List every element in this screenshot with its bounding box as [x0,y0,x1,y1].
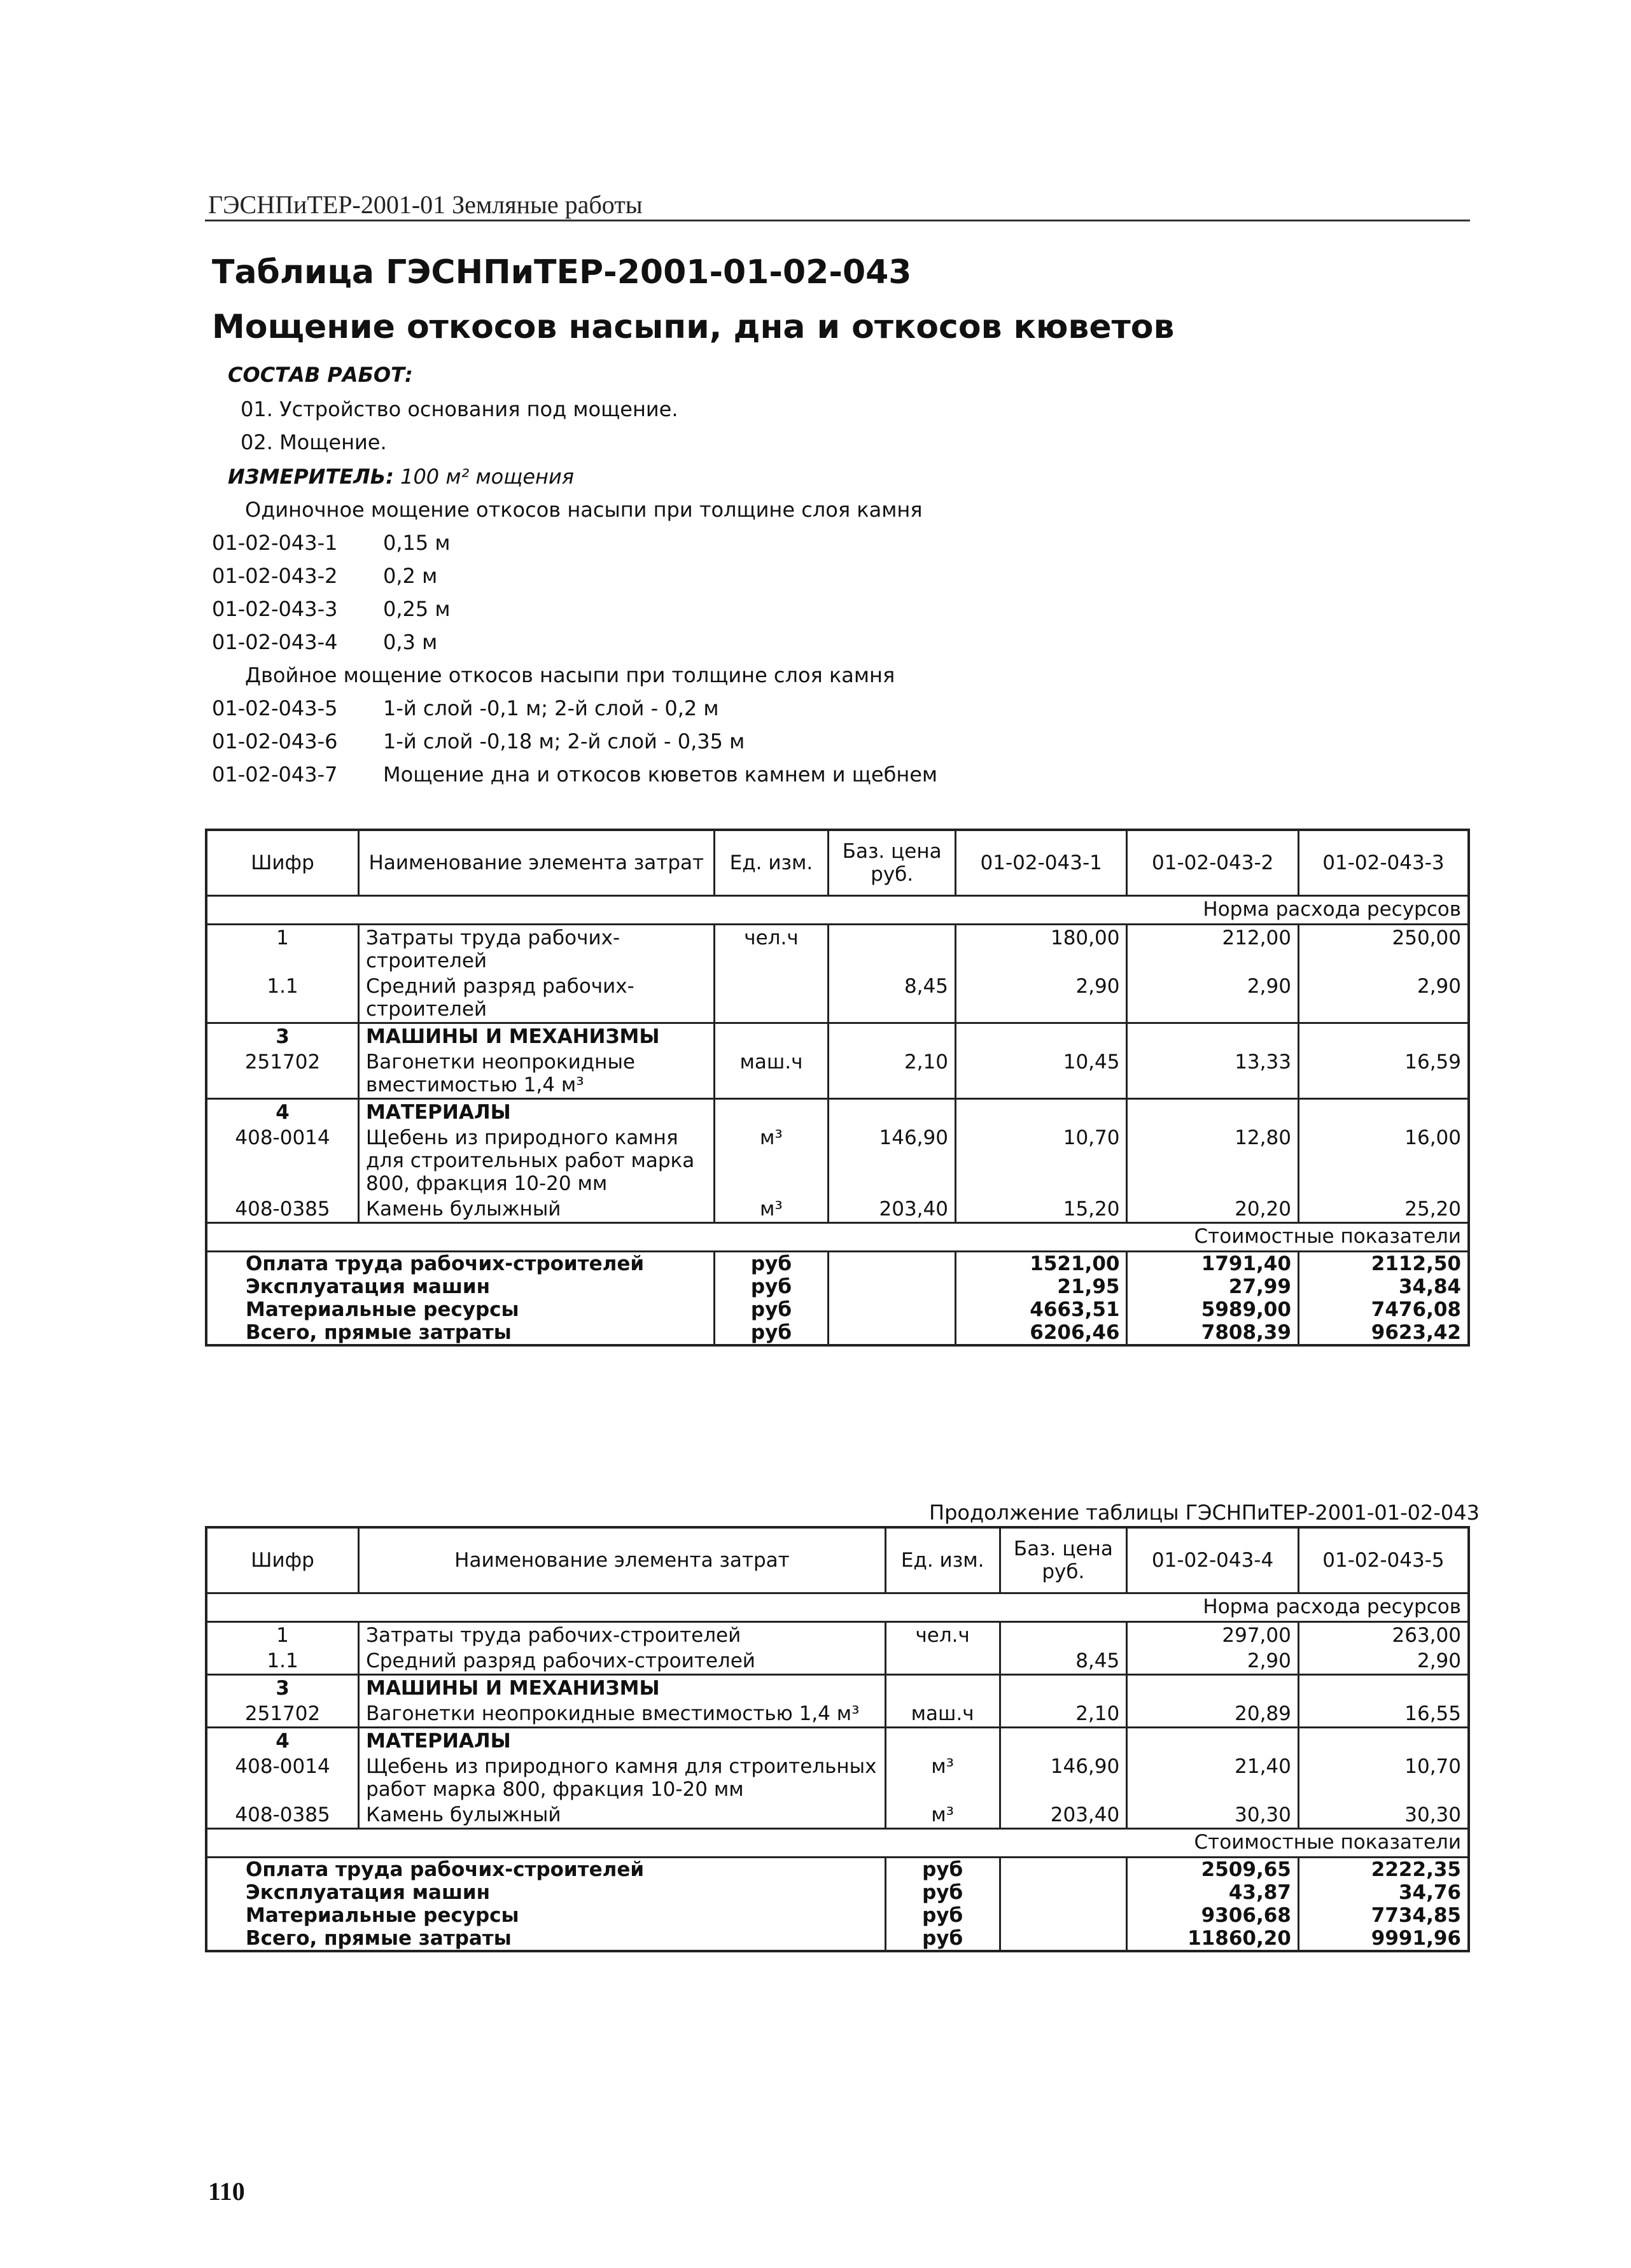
cost-value: 34,84 [1298,1275,1469,1298]
row-value [1127,1675,1299,1702]
cost-row [206,1252,1469,1276]
row-value: 20,20 [1127,1196,1298,1223]
item-code: 01-02-043-7 [212,762,338,787]
work-step: 01. Устройство основания под мощение. [241,397,678,421]
column-header: Баз. цена руб. [829,830,956,896]
item-code: 01-02-043-2 [212,564,338,588]
row-value: 297,00 [1127,1622,1299,1649]
table-row [206,1125,1469,1196]
row-unit: м³ [885,1754,1000,1802]
group-title: Одиночное мощение откосов насыпи при толщине слоя камня [245,498,923,522]
row-value: 15,20 [955,1196,1126,1223]
row-unit [885,1648,1000,1675]
row-code: 3 [206,1675,359,1702]
row-name: МАШИНЫ И МЕХАНИЗМЫ [359,1023,715,1050]
cost-unit: руб [714,1275,829,1298]
row-name: Вагонетки неопрокидные вместимостью 1,4 м³ [359,1049,715,1099]
cost-unit: руб [885,1881,1000,1904]
column-header: Шифр [206,1527,359,1593]
row-code: 1.1 [206,1648,359,1675]
row-price: 2,10 [829,1049,956,1099]
row-value: 30,30 [1298,1802,1469,1829]
row-price: 203,40 [1000,1802,1127,1829]
cost-price [1000,1904,1127,1927]
row-code: 408-0014 [206,1754,359,1802]
row-code: 408-0014 [206,1125,359,1196]
section-row [206,1099,1469,1126]
item-desc: 1-й слой -0,18 м; 2-й слой - 0,35 м [383,729,745,753]
cost-label: Всего, прямые затраты [206,1321,714,1345]
row-value: 2,90 [1127,974,1298,1023]
row-value: 180,00 [955,925,1126,974]
row-value: 10,70 [955,1125,1126,1196]
row-code: 4 [206,1728,359,1754]
row-name: Щебень из природного камня для строительных работ марка 800, фракция 10-20 мм [359,1125,715,1196]
cost-unit: руб [885,1858,1000,1882]
table-title: Таблица ГЭСНПиТЕР-2001-01-02-043 [212,253,912,291]
row-price: 203,40 [829,1196,956,1223]
column-header: 01-02-043-1 [955,830,1126,896]
running-header: ГЭСНПиТЕР-2001-01 Земляные работы [208,190,643,219]
table-row [206,1622,1469,1649]
table-row [206,1701,1469,1728]
cost-value: 9991,96 [1298,1927,1469,1951]
row-value: 21,40 [1127,1754,1299,1802]
cost-unit: руб [885,1904,1000,1927]
cost-value: 1791,40 [1127,1252,1298,1276]
row-value: 13,33 [1127,1049,1298,1099]
resource-table-1 [205,829,1470,1347]
column-header: 01-02-043-5 [1298,1527,1469,1593]
row-code: 408-0385 [206,1196,359,1223]
row-value [1127,1023,1298,1050]
row-unit: м³ [714,1125,829,1196]
cost-row [206,1275,1469,1298]
norm-caption-row [206,896,1469,925]
norm-caption-row [206,1593,1469,1622]
cost-unit: руб [714,1321,829,1345]
row-value [1298,1023,1469,1050]
cost-row [206,1881,1469,1904]
group-title: Двойное мощение откосов насыпи при толщине слоя камня [245,663,895,687]
header-rule [205,220,1470,221]
item-desc: 0,2 м [383,564,438,588]
item-code: 01-02-043-6 [212,729,338,753]
row-value: 2,90 [955,974,1126,1023]
row-code: 408-0385 [206,1802,359,1829]
cost-value: 2112,50 [1298,1252,1469,1276]
cost-value: 21,95 [955,1275,1126,1298]
table-row [206,974,1469,1023]
row-unit: м³ [885,1802,1000,1829]
table-subtitle: Мощение откосов насыпи, дна и откосов кюветов [212,308,1175,346]
norm-caption: Норма расхода ресурсов [206,1593,1469,1622]
row-value [955,1023,1126,1050]
row-name: Средний разряд рабочих-строителей [359,974,715,1023]
table-row [206,1648,1469,1675]
section-row [206,1728,1469,1754]
row-name: Затраты труда рабочих-строителей [359,1622,886,1649]
cost-row [206,1927,1469,1951]
row-value: 212,00 [1127,925,1298,974]
column-header: Ед. изм. [885,1527,1000,1593]
row-name: МАТЕРИАЛЫ [359,1728,886,1754]
row-value [1127,1728,1299,1754]
cost-value: 5989,00 [1127,1298,1298,1321]
row-name: Вагонетки неопрокидные вместимостью 1,4 м³ [359,1701,886,1728]
row-code: 251702 [206,1049,359,1099]
column-header: Наименование элемента затрат [359,830,715,896]
cost-row [206,1858,1469,1882]
cost-price [829,1252,956,1276]
column-header: 01-02-043-2 [1127,830,1298,896]
cost-price [829,1275,956,1298]
cost-label: Всего, прямые затраты [206,1927,885,1951]
row-value: 30,30 [1127,1802,1299,1829]
meter-value: 100 м² мощения [400,465,574,489]
meter-line [228,465,574,489]
row-price: 146,90 [1000,1754,1127,1802]
row-value: 10,70 [1298,1754,1469,1802]
cost-value: 34,76 [1298,1881,1469,1904]
cost-value: 4663,51 [955,1298,1126,1321]
row-value: 2,90 [1298,974,1469,1023]
row-price [829,1099,956,1126]
row-value [1298,1099,1469,1126]
cost-row [206,1904,1469,1927]
row-code: 3 [206,1023,359,1050]
cost-caption-row [206,1223,1469,1252]
row-name: Средний разряд рабочих-строителей [359,1648,886,1675]
row-unit: маш.ч [885,1701,1000,1728]
table-row [206,1049,1469,1099]
item-desc: 0,25 м [383,597,451,621]
cost-value: 9623,42 [1298,1321,1469,1345]
cost-caption: Стоимостные показатели [206,1829,1469,1858]
cost-caption: Стоимостные показатели [206,1223,1469,1252]
item-code: 01-02-043-5 [212,696,338,720]
page-number: 110 [208,2177,245,2206]
resource-table-2 [205,1526,1470,1952]
row-name: Затраты труда рабочих-строителей [359,925,715,974]
cost-value: 2222,35 [1298,1858,1469,1882]
cost-row [206,1321,1469,1345]
row-unit: м³ [714,1196,829,1223]
row-code: 251702 [206,1701,359,1728]
row-price [1000,1622,1127,1649]
column-header: Ед. изм. [714,830,829,896]
table-row [206,1802,1469,1829]
cost-unit: руб [714,1298,829,1321]
row-name: МАТЕРИАЛЫ [359,1099,715,1126]
row-price: 8,45 [1000,1648,1127,1675]
table-row [206,1754,1469,1802]
column-header: 01-02-043-3 [1298,830,1469,896]
table-header-row [206,1527,1469,1593]
row-value: 16,55 [1298,1701,1469,1728]
row-price: 2,10 [1000,1701,1127,1728]
row-price [1000,1675,1127,1702]
row-unit [885,1728,1000,1754]
cost-label: Оплата труда рабочих-строителей [206,1858,885,1882]
table-header-row [206,830,1469,896]
row-name: Камень булыжный [359,1802,886,1829]
cost-value: 7734,85 [1298,1904,1469,1927]
row-value [1127,1099,1298,1126]
continuation-caption: Продолжение таблицы ГЭСНПиТЕР-2001-01-02-043 [929,1501,1480,1525]
cost-row [206,1298,1469,1321]
cost-value: 1521,00 [955,1252,1126,1276]
row-unit [885,1675,1000,1702]
work-composition-heading: СОСТАВ РАБОТ: [228,363,413,387]
cost-value: 7476,08 [1298,1298,1469,1321]
row-code: 1 [206,925,359,974]
row-price [1000,1728,1127,1754]
row-unit [714,1023,829,1050]
row-unit [714,1099,829,1126]
row-unit: маш.ч [714,1049,829,1099]
row-unit [714,974,829,1023]
row-value [955,1099,1126,1126]
cost-price [1000,1927,1127,1951]
cost-value: 2509,65 [1127,1858,1299,1882]
section-row [206,1023,1469,1050]
row-value: 2,90 [1298,1648,1469,1675]
section-row [206,1675,1469,1702]
item-desc: 0,3 м [383,630,438,654]
item-desc: 1-й слой -0,1 м; 2-й слой - 0,2 м [383,696,719,720]
work-step: 02. Мощение. [241,430,387,454]
cost-label: Эксплуатация машин [206,1275,714,1298]
row-code: 4 [206,1099,359,1126]
item-code: 01-02-043-3 [212,597,338,621]
row-price: 8,45 [829,974,956,1023]
column-header: Шифр [206,830,359,896]
cost-value: 27,99 [1127,1275,1298,1298]
cost-value: 11860,20 [1127,1927,1299,1951]
column-header: Наименование элемента затрат [359,1527,886,1593]
cost-caption-row [206,1829,1469,1858]
cost-value: 6206,46 [955,1321,1126,1345]
row-unit: чел.ч [885,1622,1000,1649]
table-row [206,925,1469,974]
row-price: 146,90 [829,1125,956,1196]
row-value: 16,00 [1298,1125,1469,1196]
row-value: 250,00 [1298,925,1469,974]
row-name: Щебень из природного камня для строительных работ марка 800, фракция 10-20 мм [359,1754,886,1802]
cost-label: Оплата труда рабочих-строителей [206,1252,714,1276]
row-name: Камень булыжный [359,1196,715,1223]
norm-caption: Норма расхода ресурсов [206,896,1469,925]
cost-value: 9306,68 [1127,1904,1299,1927]
row-name: МАШИНЫ И МЕХАНИЗМЫ [359,1675,886,1702]
cost-price [1000,1881,1127,1904]
meter-label: ИЗМЕРИТЕЛЬ: [228,465,394,489]
cost-unit: руб [714,1252,829,1276]
cost-price [829,1321,956,1345]
cost-label: Материальные ресурсы [206,1298,714,1321]
cost-label: Эксплуатация машин [206,1881,885,1904]
column-header: 01-02-043-4 [1127,1527,1299,1593]
row-code: 1 [206,1622,359,1649]
row-value: 20,89 [1127,1701,1299,1728]
table-row [206,1196,1469,1223]
item-code: 01-02-043-4 [212,630,338,654]
cost-value: 7808,39 [1127,1321,1298,1345]
row-unit: чел.ч [714,925,829,974]
row-value: 16,59 [1298,1049,1469,1099]
row-value [1298,1675,1469,1702]
item-desc: Мощение дна и откосов кюветов камнем и щебнем [383,762,938,787]
cost-price [829,1298,956,1321]
column-header: Баз. цена руб. [1000,1527,1127,1593]
row-price [829,1023,956,1050]
row-value [1298,1728,1469,1754]
row-value: 25,20 [1298,1196,1469,1223]
cost-price [1000,1858,1127,1882]
row-value: 2,90 [1127,1648,1299,1675]
row-code: 1.1 [206,974,359,1023]
item-code: 01-02-043-1 [212,531,338,555]
cost-label: Материальные ресурсы [206,1904,885,1927]
row-value: 263,00 [1298,1622,1469,1649]
cost-unit: руб [885,1927,1000,1951]
item-desc: 0,15 м [383,531,451,555]
row-price [829,925,956,974]
row-value: 10,45 [955,1049,1126,1099]
cost-value: 43,87 [1127,1881,1299,1904]
row-value: 12,80 [1127,1125,1298,1196]
